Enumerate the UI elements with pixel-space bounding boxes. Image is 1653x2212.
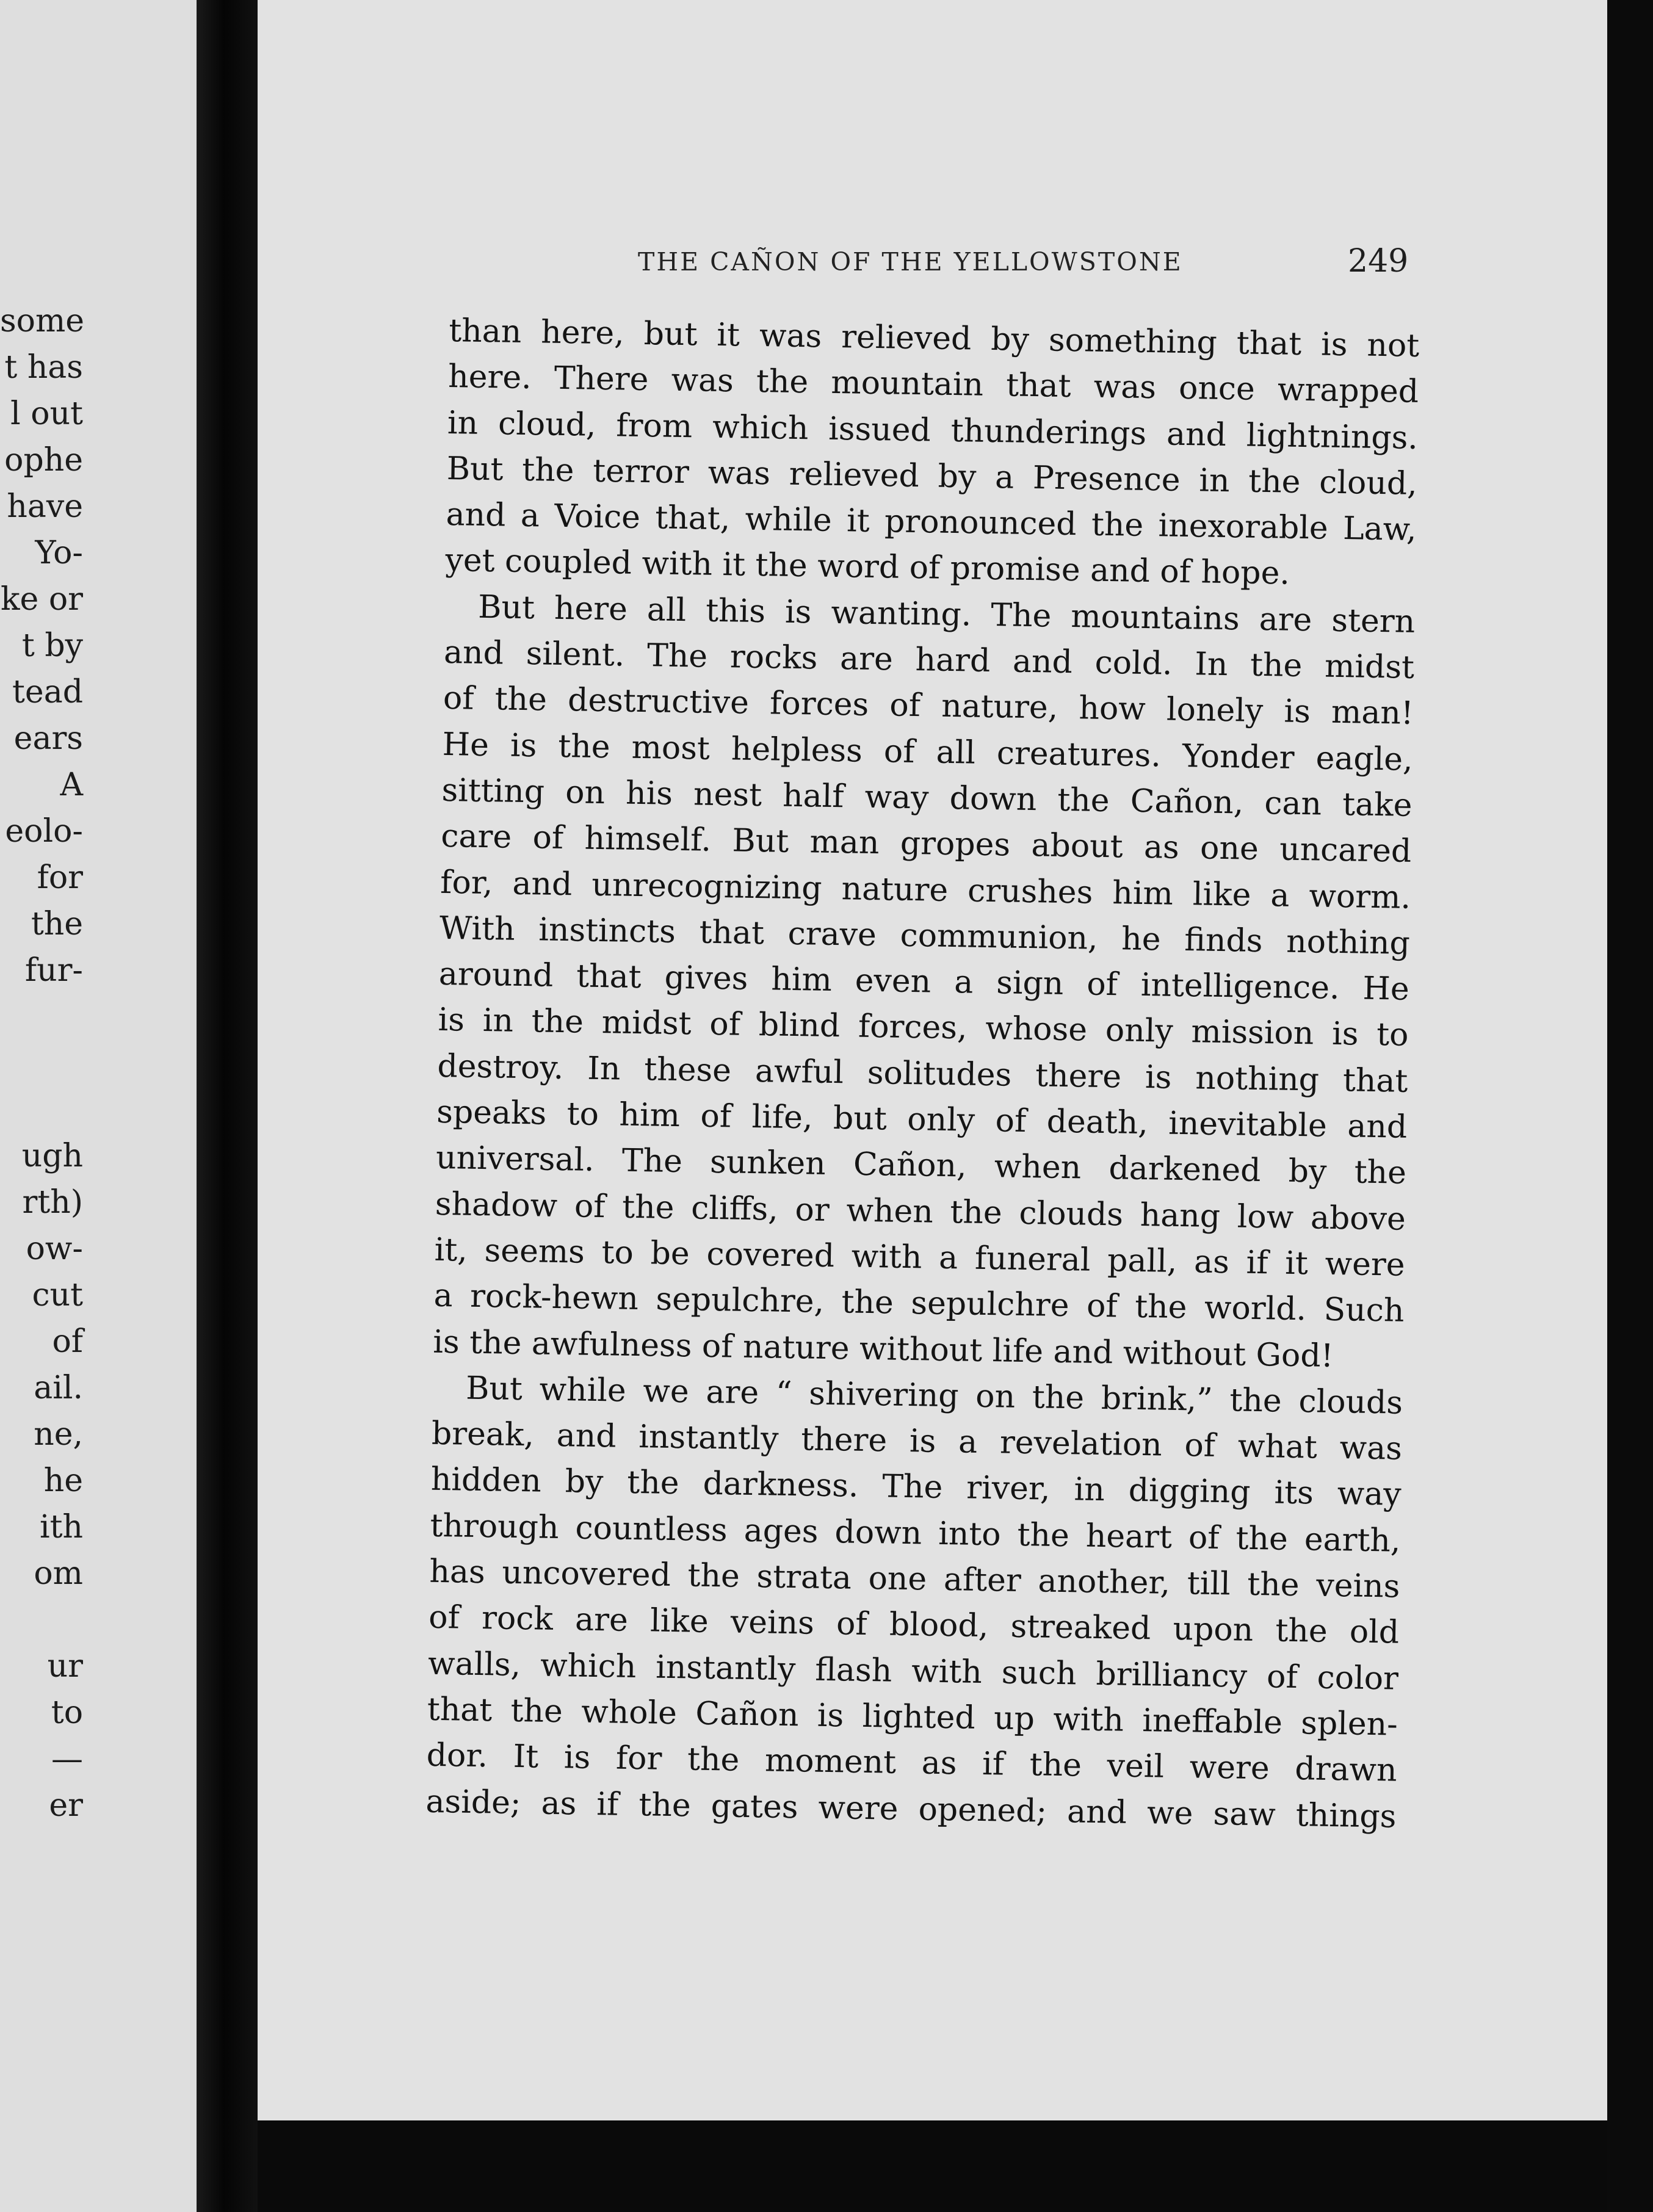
- text-line: through countless ages down into the heart of the earth,: [430, 1507, 1401, 1560]
- text-line: care of himself. But man gropes about as one uncared: [440, 818, 1412, 870]
- text-line: With instincts that crave communion, he finds nothing: [439, 909, 1411, 962]
- page-number: 249: [1348, 243, 1409, 280]
- right-scan-border: [1607, 0, 1653, 2212]
- text-line: a rock-hewn sepulchre, the sepulchre of the world. Such: [433, 1278, 1405, 1330]
- left-page-fragment: ophe: [4, 442, 83, 479]
- text-line: But while we are “ shivering on the brink,” the clouds: [465, 1370, 1403, 1422]
- left-page-fragment: om: [34, 1555, 83, 1592]
- left-page-text-fragments: [0, 298, 197, 1829]
- left-page-fragment: rth): [22, 1184, 83, 1221]
- text-line: has uncovered the strata one after another, till the veins: [429, 1553, 1400, 1605]
- left-page-fragment: ith: [39, 1509, 83, 1545]
- left-page-fragment: eolo-: [5, 813, 83, 850]
- left-page-fragment: tead: [12, 674, 83, 710]
- text-line: shadow of the cliffs, or when the clouds hang low above: [435, 1185, 1406, 1238]
- text-line: yet coupled with it the word of promise and of hope.: [445, 542, 1290, 593]
- text-line: walls, which instantly flash with such brilliancy of color: [427, 1645, 1399, 1697]
- text-line: aside; as if the gates were opened; and we saw things: [425, 1783, 1397, 1835]
- text-line: than here, but it was relieved by something that is not: [448, 312, 1420, 364]
- text-line: sitting on his nest half way down the Cañon, can take: [441, 772, 1412, 824]
- left-page-fragment: t has: [4, 349, 83, 386]
- book-gutter: [197, 0, 258, 2212]
- left-page-fragment: he: [43, 1462, 83, 1499]
- text-line: destroy. In these awful solitudes there is nothing that: [437, 1047, 1408, 1100]
- left-page-fragment: —: [51, 1741, 83, 1777]
- left-page-fragment: A: [60, 767, 83, 803]
- left-page-fragment: ears: [13, 720, 83, 757]
- text-line: He is the most helpless of all creatures. Yonder eagle,: [442, 726, 1414, 778]
- left-page-fragment: ail.: [34, 1370, 83, 1406]
- text-line: is in the midst of blind forces, whose only mission is to: [438, 1002, 1409, 1054]
- left-page-fragment: ow-: [26, 1231, 83, 1267]
- text-line: for, and unrecognizing nature crushes him like a worm.: [439, 864, 1411, 916]
- left-page-fragment: of: [52, 1323, 83, 1360]
- left-page-fragment: have: [7, 488, 83, 525]
- left-page-fragment: [0, 1597, 197, 1643]
- left-page-fragment: [0, 1040, 197, 1086]
- text-line: and a Voice that, while it pronounced the inexorable Law,: [446, 496, 1417, 549]
- left-page-fragment: t by: [21, 627, 83, 664]
- text-line: speaks to him of life, but only of death, inevitable and: [436, 1093, 1408, 1146]
- text-line: break, and instantly there is a revelation of what was: [431, 1415, 1403, 1467]
- left-page-fragment: [0, 1086, 197, 1133]
- text-line: But the terror was relieved by a Presence in the cloud,: [446, 450, 1418, 502]
- left-page-fragment: cut: [32, 1277, 83, 1314]
- body-text: [425, 308, 1420, 1840]
- text-line: dor. It is for the moment as if the veil were drawn: [426, 1737, 1398, 1789]
- left-page-fragment: Yo-: [35, 535, 83, 571]
- left-page-edge: [0, 0, 197, 2212]
- running-head: THE CAÑON OF THE YELLOWSTONE: [638, 247, 1183, 276]
- left-page-fragment: ne,: [34, 1416, 83, 1453]
- text-line: in cloud, from which issued thunderings and lightnings.: [447, 404, 1419, 457]
- left-page-fragment: er: [49, 1787, 83, 1824]
- text-line: that the whole Cañon is lighted up with ineffable splen-: [427, 1691, 1398, 1743]
- text-line: hidden by the darkness. The river, in digging its way: [430, 1461, 1402, 1514]
- text-line: is the awfulness of nature without life and without God!: [432, 1323, 1334, 1375]
- text-line: of the destructive forces of nature, how lonely is man!: [443, 680, 1414, 732]
- text-line: and silent. The rocks are hard and cold. In the midst: [443, 634, 1415, 686]
- text-line: universal. The sunken Cañon, when darkened by the: [435, 1140, 1407, 1192]
- bottom-scan-border: [258, 2120, 1607, 2212]
- left-page-fragment: ugh: [21, 1138, 83, 1174]
- text-line: here. There was the mountain that was once wrapped: [447, 358, 1419, 411]
- left-page-fragment: the: [31, 906, 83, 942]
- left-page-fragment: fur-: [24, 952, 83, 989]
- text-line: But here all this is wanting. The mountains are stern: [477, 588, 1416, 640]
- left-page-fragment: [0, 994, 197, 1040]
- left-page-fragment: for: [37, 859, 83, 896]
- text-line: around that gives him even a sign of intelligence. He: [438, 956, 1410, 1008]
- text-line: it, seems to be covered with a funeral pall, as if it were: [434, 1231, 1406, 1284]
- left-page-fragment: ke or: [1, 581, 83, 618]
- left-page-fragment: to: [51, 1694, 83, 1731]
- left-page-fragment: l out: [10, 396, 83, 432]
- text-line: of rock are like veins of blood, streaked upon the old: [428, 1599, 1400, 1652]
- left-page-fragment: ur: [47, 1648, 83, 1685]
- left-page-fragment: some: [0, 303, 85, 339]
